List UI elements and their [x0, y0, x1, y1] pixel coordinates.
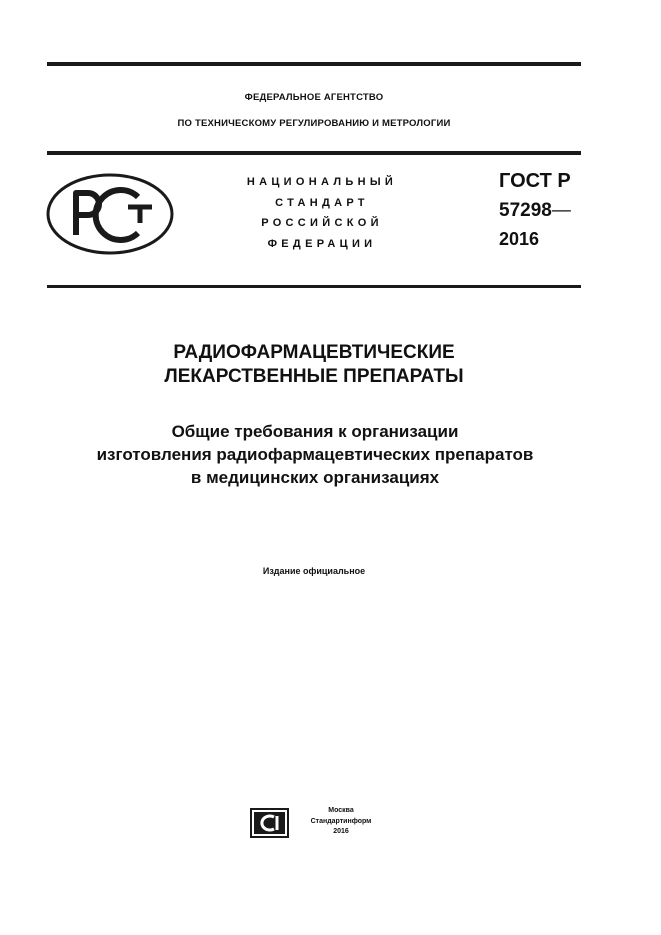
subtitle-line-1: Общие требования к организации	[171, 422, 459, 441]
national-line-1: НАЦИОНАЛЬНЫЙ	[246, 176, 398, 188]
gost-label: ГОСТ Р	[499, 170, 571, 192]
block-bottom-rule	[47, 285, 581, 288]
publisher-info	[296, 806, 386, 838]
agency-line-1: ФЕДЕРАЛЬНОЕ АГЕНТСТВО	[244, 92, 384, 103]
national-standard-label	[222, 172, 422, 254]
gost-dash: —	[551, 200, 571, 221]
publisher-city: Москва	[328, 807, 354, 814]
document-subtitle	[40, 420, 590, 489]
national-line-3: РОССИЙСКОЙ	[261, 217, 383, 229]
national-line-4: ФЕДЕРАЦИИ	[267, 237, 377, 250]
gost-year: 2016	[499, 229, 540, 249]
top-rule	[47, 62, 581, 66]
agency-line-2: ПО ТЕХНИЧЕСКОМУ РЕГУЛИРОВАНИЮ И МЕТРОЛОГИИ	[177, 118, 451, 129]
standartinform-logo-icon	[250, 808, 289, 838]
rst-logo-icon	[46, 173, 174, 255]
subtitle-line-2: изготовления радиофармацевтических препаратов	[96, 445, 534, 464]
gost-designation	[499, 167, 571, 254]
subtitle-line-3: в медицинских организациях	[190, 468, 440, 487]
document-title	[47, 341, 581, 389]
gost-number: 57298	[499, 200, 552, 221]
title-line-2: ЛЕКАРСТВЕННЫЕ ПРЕПАРАТЫ	[164, 366, 464, 387]
header-rule	[47, 151, 581, 155]
publisher-name: Стандартинформ	[310, 817, 372, 825]
national-line-2: СТАНДАРТ	[275, 196, 369, 209]
edition-label: Издание официальное	[262, 566, 366, 576]
gost-number-line	[499, 196, 571, 225]
publisher-year: 2016	[333, 828, 349, 835]
title-line-1: РАДИОФАРМАЦЕВТИЧЕСКИЕ	[173, 342, 455, 363]
